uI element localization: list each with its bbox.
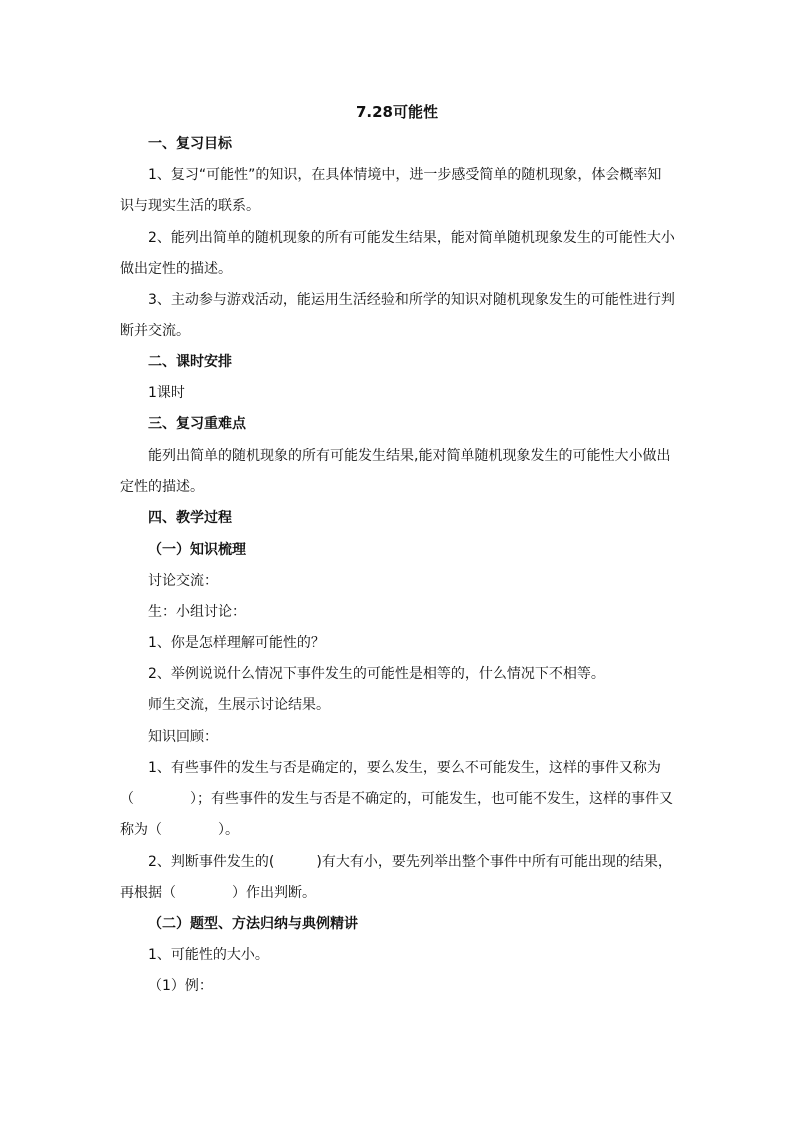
knowledge-review-label: 知识回顾：: [148, 729, 218, 745]
key-points-line-2: 定性的描述。: [120, 479, 204, 495]
goal-1-line-1: 1、复习“可能性”的知识，在具体情境中，进一步感受简单的随机现象，体会概率知: [148, 167, 662, 183]
topic-1: 1、可能性的大小。: [148, 947, 269, 963]
review-1-line-3: 称为（ ）。: [120, 822, 239, 838]
review-1-line-1: 1、有些事件的发生与否是确定的，要么发生，要么不可能发生，这样的事件又称为: [148, 760, 661, 776]
page-title: 7.28可能性: [355, 103, 438, 121]
key-points-line-1: 能列出简单的随机现象的所有可能发生结果,能对简单随机现象发生的可能性大小做出: [148, 448, 671, 464]
section-heading-goals: 一、复习目标: [148, 136, 232, 152]
review-2-line-1: 2、判断事件发生的( )有大有小，要先列举出整个事件中所有可能出现的结果，: [148, 854, 672, 870]
goal-3-line-1: 3、主动参与游戏活动，能运用生活经验和所学的知识对随机现象发生的可能性进行判: [148, 292, 675, 308]
section-heading-schedule: 二、课时安排: [148, 354, 232, 370]
goal-1-line-2: 识与现实生活的联系。: [120, 198, 260, 214]
review-1-line-2: （ ）；有些事件的发生与否是不确定的，可能发生，也可能不发生，这样的事件又: [120, 791, 673, 807]
goal-2-line-2: 做出定性的描述。: [120, 261, 232, 277]
teacher-student-exchange: 师生交流，生展示讨论结果。: [148, 697, 330, 713]
topic-1-example: （1）例：: [148, 978, 213, 994]
discussion-label: 讨论交流：: [148, 573, 218, 589]
group-discussion-label: 生：小组讨论：: [148, 604, 246, 620]
question-2: 2、举例说说什么情况下事件发生的可能性是相等的，什么情况下不相等。: [148, 666, 605, 682]
subsection-heading-knowledge: （一）知识梳理: [148, 542, 246, 558]
goal-3-line-2: 断并交流。: [120, 323, 190, 339]
question-1: 1、你是怎样理解可能性的？: [148, 635, 325, 651]
subsection-heading-examples: （二）题型、方法归纳与典例精讲: [148, 916, 358, 932]
review-2-line-2: 再根据（ ）作出判断。: [120, 885, 316, 901]
schedule-text: 1课时: [148, 385, 185, 401]
section-heading-key-points: 三、复习重难点: [148, 416, 246, 432]
section-heading-process: 四、教学过程: [148, 510, 232, 526]
goal-2-line-1: 2、能列出简单的随机现象的所有可能发生结果，能对简单随机现象发生的可能性大小: [148, 230, 675, 246]
